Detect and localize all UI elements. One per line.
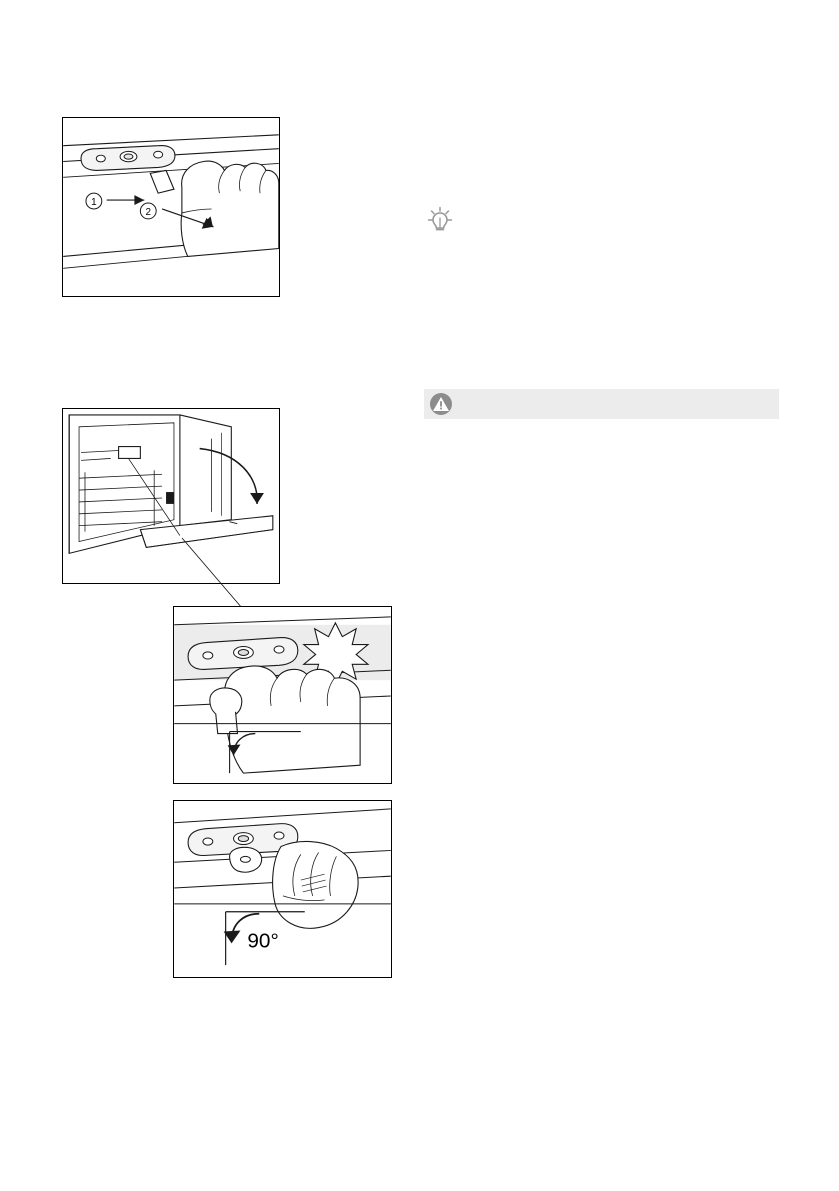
tip-text	[456, 203, 462, 217]
figure-1-callout-2: 2	[145, 206, 152, 218]
warning-bar	[424, 389, 779, 419]
lightbulb-icon	[424, 203, 456, 235]
figure-4-angle-label: 90°	[247, 929, 279, 953]
warning-triangle-icon	[429, 392, 453, 416]
figure-oven-door-open-position	[62, 408, 280, 584]
figure-1-callout-1: 1	[91, 197, 97, 209]
figure-oven-door-hinge-lever-release	[62, 117, 280, 297]
tip-block	[424, 203, 779, 235]
figure-door-angle-90-degrees	[173, 800, 392, 978]
figure-hinge-lock-detail-closeup	[173, 606, 392, 784]
